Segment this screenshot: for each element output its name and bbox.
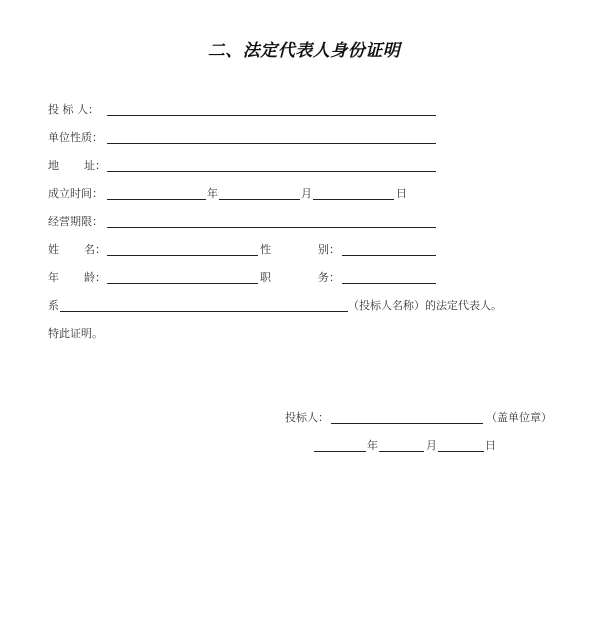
seal-note: （盖单位章） — [486, 411, 552, 424]
bidder-blank-line — [107, 115, 436, 116]
established-year-blank — [107, 199, 206, 200]
address-label-char-2: 址： — [84, 159, 106, 172]
name-label-char-1: 姓 — [48, 243, 59, 256]
gender-label-char-2: 别： — [318, 243, 340, 256]
name-blank-line — [107, 255, 258, 256]
operating-period-label: 经营期限： — [48, 215, 103, 228]
name-label-char-2: 名： — [84, 243, 106, 256]
signature-day-blank — [438, 451, 484, 452]
address-label-char-1: 地 — [48, 159, 59, 172]
statement-prefix: 系 — [48, 299, 59, 312]
operating-period-blank-line — [107, 227, 436, 228]
position-blank-line — [342, 283, 436, 284]
established-label: 成立时间： — [48, 187, 103, 200]
position-label-char-2: 务： — [318, 271, 340, 284]
unit-nature-blank-line — [107, 143, 436, 144]
age-label-char-2: 龄： — [84, 271, 106, 284]
statement-suffix: （投标人名称）的法定代表人。 — [348, 299, 502, 312]
certify-text: 特此证明。 — [48, 327, 103, 340]
signature-day-unit: 日 — [485, 439, 496, 452]
signature-bidder-label: 投标人： — [285, 411, 329, 424]
age-label-char-1: 年 — [48, 271, 59, 284]
signature-year-blank — [314, 451, 366, 452]
signature-year-unit: 年 — [367, 439, 378, 452]
signature-bidder-blank-line — [331, 423, 483, 424]
age-blank-line — [107, 283, 258, 284]
address-blank-line — [107, 171, 436, 172]
signature-month-unit: 月 — [426, 439, 437, 452]
established-day-unit: 日 — [396, 187, 407, 200]
bidder-name-blank-line — [60, 311, 348, 312]
bidder-label: 投 标 人： — [48, 103, 99, 116]
unit-nature-label: 单位性质： — [48, 131, 103, 144]
established-month-unit: 月 — [301, 187, 312, 200]
position-label-char-1: 职 — [260, 271, 271, 284]
gender-label-char-1: 性 — [260, 243, 271, 256]
page-title: 二、法定代表人身份证明 — [207, 41, 401, 61]
established-year-unit: 年 — [207, 187, 218, 200]
signature-month-blank — [379, 451, 424, 452]
gender-blank-line — [342, 255, 436, 256]
established-day-blank — [313, 199, 394, 200]
established-month-blank — [219, 199, 300, 200]
